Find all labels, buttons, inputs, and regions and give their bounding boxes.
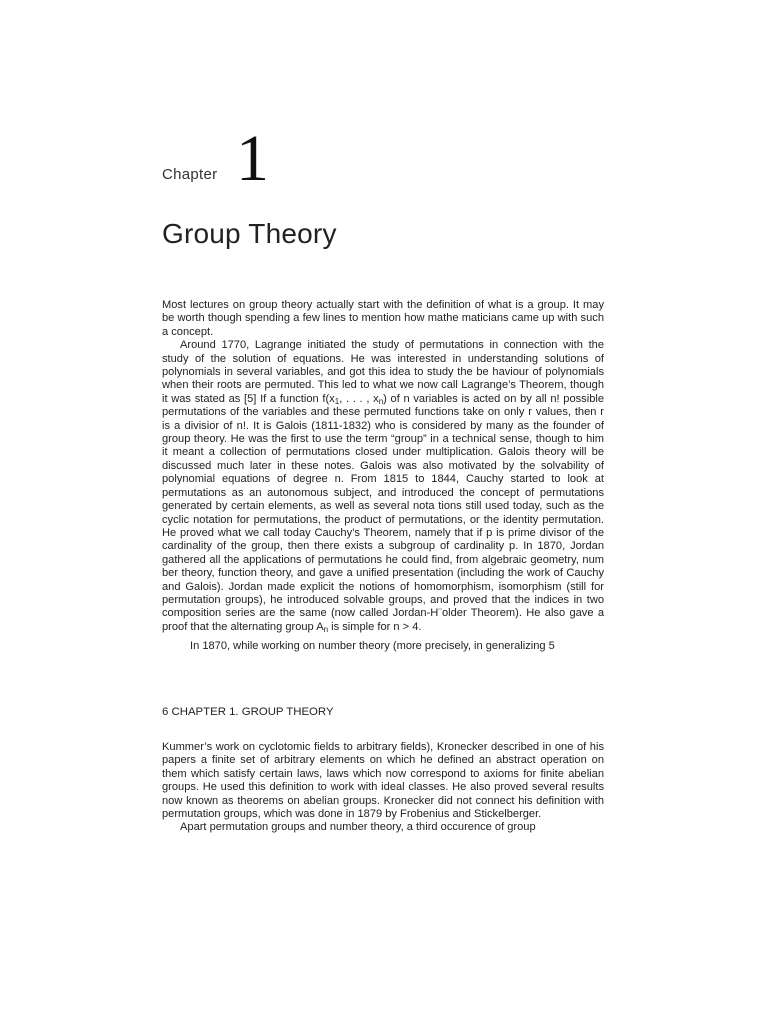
continuation-paragraph: Apart permutation groups and number theory, a third occurence of group [180,821,536,834]
body-text-section-2 [162,741,604,835]
body-text-section-1 [162,299,604,654]
chapter-title: Group Theory [162,218,337,249]
chapter-number: 1 [236,122,269,195]
page-end-line: In 1870, while working on number theory (more precisely, in generalizing 5 [190,640,555,653]
kummer-paragraph: Kummer’s work on cyclotomic fields to arbitrary fields), Kronecker described in one of his papers a finite set of arbitrary elements on which he defined an abstract operation on them which satisfy certain laws, laws which now correspond to axioms for finite abelian groups. He used this definition to work with ideal classes. He also proved several results now known as theorems on abelian groups. Kronecker did not connect his definition with permutation groups, which was done in 1879 by Frobenius and Stickelberger. [162,741,604,821]
running-head: 6 CHAPTER 1. GROUP THEORY [162,706,334,718]
intro-paragraph: Most lectures on group theory actually start with the definition of what is a group. It may be worth though spending a few lines to mention how mathe maticians came up with such a concept. [162,299,604,338]
chapter-label: Chapter [162,166,218,183]
history-paragraph: Around 1770, Lagrange initiated the study of permutations in connection with the study of the solution of equations. He was interested in understanding solutions of polynomials in several variables, and got this idea to study the be haviour of polynomials when their roots are permuted. This led to what we now call Lagrange’s Theorem, though it was stated as [5] If a function $f(x_1$, . . . , $x_n$) of n variables is acted on by all n! possible permutations of the variables and these permuted functions take on only r values, then r is a divisior of n!. It is Galois (1811-1832) who is considered by many as the founder of group theory. He was the first to use the term “group” in a technical sense, though to him it meant a collection of permutations closed under multiplication. Galois theory will be discussed much later in these notes. Galois was also motivated by the solvability of polynomial equations of degree n. From 1815 to 1844, Cauchy started to look at permutations as an autonomous subject, and introduced the concept of permutations generated by certain elements, as well as several nota tions still used today, such as the cyclic notation for permutations, the product of permutations, or the identity permutation. He proved what we call today Cauchy’s Theorem, namely that if p is prime divisor of the cardinality of the group, then there exists a subgroup of cardinality p. In 1870, Jordan gathered all the applications of permutations he could find, from algebraic geometry, num ber theory, function theory, and gave a unified presentation (including the work of Cauchy and Galois). Jordan made explicit the notions of homomorphism, isomorphism (still for permutation groups), he introduced solvable groups, and proved that the indices in two composition series are the same (now called Jordan-H¨older Theorem). He also gave a proof that the alternating group $A_n$ is simple for n > 4. [162,339,604,634]
